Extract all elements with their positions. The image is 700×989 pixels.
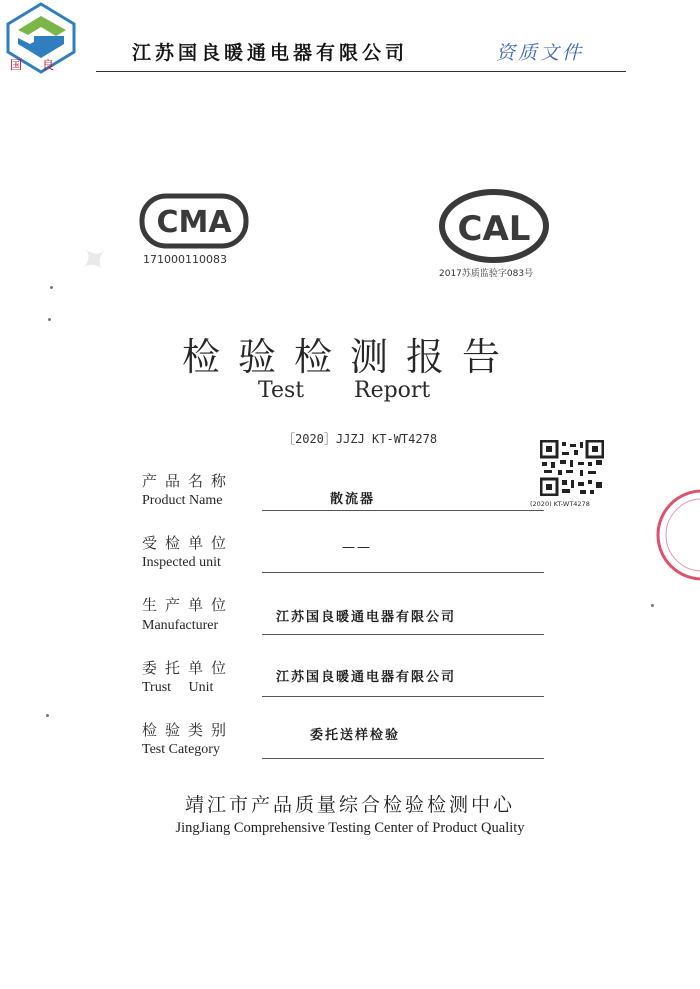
cma-letters: CMA [156, 205, 232, 240]
field-label-en-product-name: Product Name [142, 493, 223, 508]
field-underline [262, 572, 544, 573]
cma-number: 171000110083 [143, 253, 227, 266]
field-label-cn-inspected-unit: 受检单位 [142, 534, 235, 552]
field-value-inspected-unit: —— [342, 540, 372, 555]
watermark: ✦ [70, 235, 120, 286]
header-divider [96, 71, 626, 72]
qr-caption: (2020) KT-WT4278 [530, 500, 590, 508]
testing-center-name-en: JingJiang Comprehensive Testing Center of Product Quality [175, 820, 525, 836]
field-label-en-test-category: Test Category [142, 742, 220, 757]
qr-code-icon [540, 440, 604, 496]
testing-center-name-cn: 靖江市产品质量综合检验检测中心 [184, 794, 515, 816]
cal-seal-icon [438, 188, 550, 264]
scan-dot [50, 286, 53, 289]
cal-number: 2017苏质监验字083号 [439, 269, 534, 279]
report-title-en-report: Report [354, 378, 431, 403]
field-value-trust-unit: 江苏国良暖通电器有限公司 [276, 670, 457, 685]
scan-dot [46, 714, 49, 717]
field-label-cn-test-category: 检验类别 [142, 721, 235, 739]
cma-seal-icon [138, 192, 250, 250]
field-label-cn-trust-unit: 委托单位 [142, 659, 235, 677]
field-underline [262, 634, 544, 635]
field-value-product-name: 散流器 [330, 492, 376, 507]
field-underline [262, 696, 544, 697]
field-label-en-trust-unit: Trust Unit [142, 680, 214, 695]
field-underline [262, 758, 544, 759]
report-title-en-test: Test [258, 378, 305, 403]
field-value-manufacturer: 江苏国良暖通电器有限公司 [276, 610, 457, 625]
field-label-cn-product-name: 产品名称 [142, 472, 235, 490]
logo-text: 国良 [10, 58, 75, 72]
cal-letters: CAL [457, 209, 531, 249]
field-label-en-inspected-unit: Inspected unit [142, 555, 221, 570]
report-number: ［2020］JJZJ KT-WT4278 [283, 432, 438, 446]
header-company-name: 江苏国良暖通电器有限公司 [132, 42, 409, 64]
header-doc-type: 资质文件 [496, 42, 585, 64]
scan-dot [651, 604, 654, 607]
field-label-en-manufacturer: Manufacturer [142, 618, 219, 633]
field-underline [262, 510, 544, 511]
scan-dot [48, 318, 51, 321]
report-title-cn: 检验检测报告 [181, 335, 518, 379]
field-value-test-category: 委托送样检验 [310, 728, 401, 743]
red-stamp-icon [640, 485, 700, 585]
field-label-cn-manufacturer: 生产单位 [142, 596, 235, 614]
